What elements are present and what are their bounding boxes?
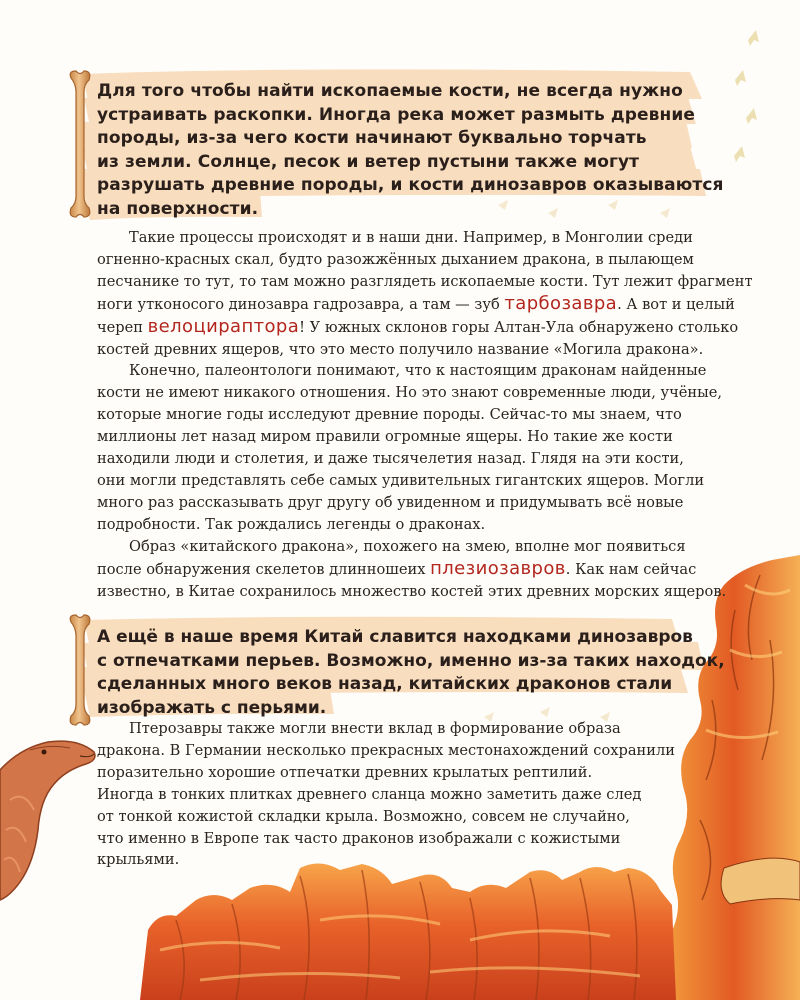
paragraph-line: костей древних ящеров, что это место получило название «Могила дракона».	[97, 340, 704, 358]
paragraph-line: Птерозавры также могли внести вклад в формирование образа	[129, 720, 621, 737]
term-highlight: плезиозавров	[430, 557, 566, 579]
paragraph-line	[97, 316, 753, 339]
paragraph-line: миллионы лет назад миром правили огромные ящеры. Но такие же кости	[97, 428, 673, 446]
callout-line: Для того чтобы найти ископаемые кости, не всегда нужно	[97, 81, 683, 101]
paragraph-line: дракона. В Германии несколько прекрасных местонахождений сохранили	[97, 741, 675, 759]
callout-line: А ещё в наше время Китай славится находками динозавров	[97, 627, 693, 647]
paragraph-line: Конечно, палеонтологи понимают, что к настоящим драконам найденные	[129, 362, 707, 380]
callout-highlight	[97, 80, 724, 222]
paragraph-line: что именно в Европе так часто драконов изображали с кожистыми	[97, 829, 621, 847]
paragraph-line	[97, 293, 753, 316]
callout-line: устраивать раскопки. Иногда река может размыть древние	[97, 104, 695, 125]
paragraph-line: они могли представлять себе самых удивительных гигантских ящеров. Могли	[97, 471, 705, 489]
body-text	[97, 718, 675, 871]
callout-highlight	[97, 626, 725, 720]
rock-formation	[140, 863, 676, 1000]
callout-line: сделанных много веков назад, китайских драконов стали	[97, 674, 673, 695]
body-text	[97, 227, 753, 602]
paragraph-line: поразительно хорошие отпечатки древних крылатых рептилий.	[97, 763, 593, 781]
callout-line: изображать с перьями.	[97, 697, 327, 718]
callout-line: разрушать древние породы, и кости динозавров оказываются	[97, 175, 724, 196]
paragraph-line: много раз рассказывать друг другу об увиденном и придумывать всё новые	[97, 493, 684, 511]
paragraph-line: Образ «китайского дракона», похожего на змею, вполне мог появиться	[129, 537, 686, 555]
callout-line: с отпечатками перьев. Возможно, именно из-за таких находок,	[97, 650, 725, 671]
rock-formation	[668, 555, 800, 1000]
text-run: после обнаружения скелетов длинношеих	[97, 560, 431, 578]
paragraph-line: известно, в Китае сохранилось множество костей этих древних морских ящеров.	[97, 582, 727, 600]
callout-line: из земли. Солнце, песок и ветер пустыни также могут	[97, 151, 640, 172]
term-highlight: велоцираптора	[147, 315, 300, 337]
paragraph-line: Такие процессы происходят и в наши дни. Например, в Монголии среди	[129, 229, 693, 246]
text-run: ! У южных склонов горы Алтан-Ула обнаружено столько	[299, 318, 739, 336]
callout-line: на поверхности.	[97, 198, 259, 219]
text-run: череп	[97, 318, 148, 336]
paragraph-line: Иногда в тонких плитках древнего сланца можно заметить даже след	[97, 785, 642, 803]
text-run: . Как нам сейчас	[565, 560, 697, 578]
paragraph-line: кости не имеют никакого отношения. Но это знают современные люди, учёные,	[97, 384, 722, 402]
term-highlight: тарбозавра	[504, 292, 618, 314]
paragraph-line	[97, 558, 753, 581]
paragraph-line: подробности. Так рождались легенды о драконах.	[97, 515, 486, 533]
paragraph-line: крыльями.	[97, 851, 180, 869]
callout-line: породы, из-за чего кости начинают буквально торчать	[97, 128, 647, 149]
text-run: ноги утконосого динозавра гадрозавра, а там — зуб	[97, 295, 505, 313]
paragraph-line: песчанике то тут, то там можно разглядеть ископаемые кости. Тут лежит фрагмент	[97, 272, 753, 290]
paragraph-line: которые многие годы исследуют древние породы. Сейчас-то мы знаем, что	[97, 406, 682, 424]
text-run: . А вот и целый	[617, 295, 735, 313]
paragraph-line: находили люди и столетия, и даже тысячелетия назад. Глядя на эти кости,	[97, 450, 684, 468]
paragraph-line: от тонкой кожистой складки крыла. Возможно, совсем не случайно,	[97, 807, 630, 825]
paragraph-line: огненно-красных скал, будто разожжённых дыханием дракона, в пылающем	[97, 250, 694, 268]
dinosaur-illustration	[0, 741, 95, 900]
footprints-decoration	[734, 30, 759, 162]
